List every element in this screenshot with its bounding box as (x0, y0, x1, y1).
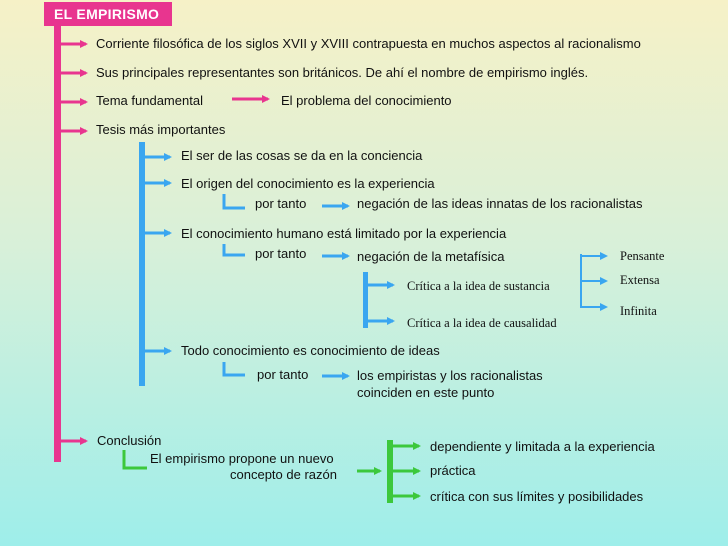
conclusion-razon-2: concepto de razón (230, 467, 337, 482)
razon-practica: práctica (430, 463, 476, 478)
tesis-origen: El origen del conocimiento es la experiencia (181, 176, 435, 191)
sustancia-infinita: Infinita (620, 304, 657, 318)
por-tanto-2: por tanto (255, 246, 307, 261)
tesis-limitado: El conocimiento humano está limitado por la experiencia (181, 226, 507, 241)
conclusion-razon-1: El empirismo propone un nuevo (150, 451, 334, 466)
critica-causalidad: Crítica a la idea de causalidad (407, 316, 557, 330)
negacion-metafisica: negación de la metafísica (357, 249, 505, 264)
item-problema: El problema del conocimiento (281, 93, 452, 108)
tesis-ser: El ser de las cosas se da en la conciencia (181, 148, 423, 163)
item-tesis: Tesis más importantes (96, 122, 226, 137)
coinciden-line-2: coinciden en este punto (357, 385, 495, 400)
critica-sustancia: Crítica a la idea de sustancia (407, 279, 550, 293)
coinciden-line-1: los empiristas y los racionalistas (357, 368, 543, 383)
page-title: EL EMPIRISMO (44, 2, 172, 26)
pink-tree (54, 24, 268, 462)
item-corriente: Corriente filosófica de los siglos XVII y XVIII contrapuesta en muchos aspectos al racionalismo (96, 36, 641, 51)
por-tanto-3: por tanto (257, 367, 309, 382)
sustancia-pensante: Pensante (620, 249, 665, 263)
sustancia-extensa: Extensa (620, 273, 660, 287)
por-tanto-1: por tanto (255, 196, 307, 211)
item-representantes: Sus principales representantes son británicos. De ahí el nombre de empirismo inglés. (96, 65, 589, 80)
tesis-ideas: Todo conocimiento es conocimiento de ideas (181, 343, 440, 358)
negacion-innatas: negación de las ideas innatas de los racionalistas (357, 196, 643, 211)
item-tema: Tema fundamental (96, 93, 203, 108)
item-conclusion: Conclusión (97, 433, 162, 448)
razon-critica: crítica con sus límites y posibilidades (430, 489, 644, 504)
razon-dependiente: dependiente y limitada a la experiencia (430, 439, 655, 454)
